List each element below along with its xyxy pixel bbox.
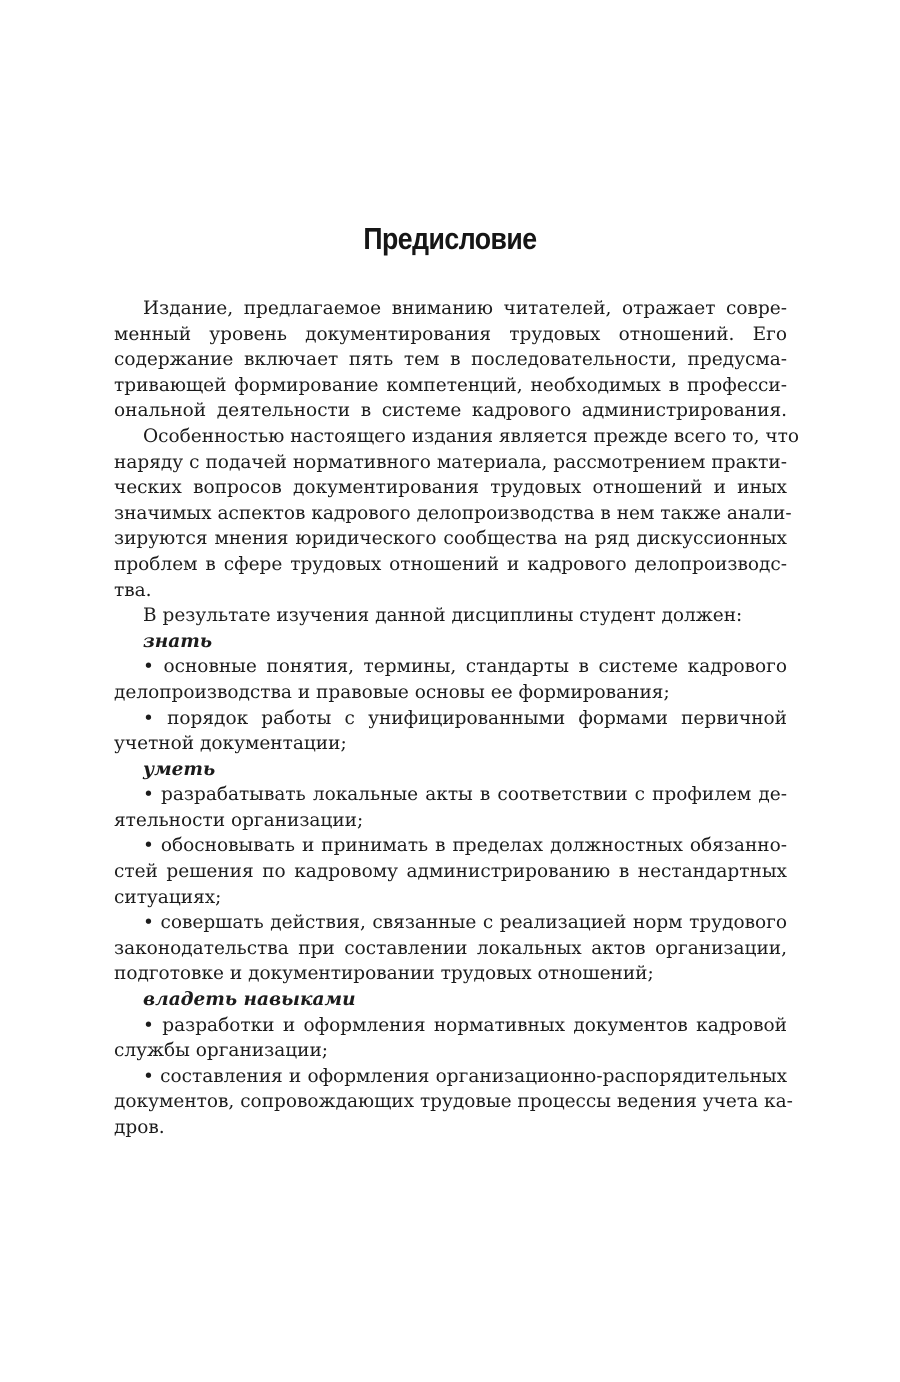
competency-heading: уметь (143, 758, 216, 780)
text-line: зируются мнения юридического сообщества на ряд дискуссионных (114, 528, 787, 550)
text-line: Особенностью настоящего издания является прежде всего то, что (143, 425, 800, 447)
competency-heading: владеть навыками (143, 989, 356, 1011)
list-item (114, 1013, 787, 1064)
text-line: Издание, предлагаемое вниманию читателей, отражает совре- (143, 298, 787, 319)
competency-heading: знать (143, 630, 213, 652)
text-line: • порядок работы с унифицированными формами первичной (143, 707, 787, 729)
text-line: • разрабатывать локальные акты в соответствии с профилем де- (143, 784, 787, 806)
list-item (114, 1064, 793, 1141)
text-line: • составления и оформления организационно-распорядительных (143, 1065, 787, 1087)
competency-block (114, 987, 793, 1141)
page-title: Предисловие (363, 221, 537, 256)
list-item (114, 654, 787, 705)
text-line: ональной деятельности в системе кадрового администрирования. (114, 400, 787, 422)
text-line: тривающей формирование компетенций, необходимых в професси- (114, 374, 787, 396)
text-line: • обосновывать и принимать в пределах должностных обязанно- (143, 835, 787, 857)
paragraph (114, 603, 787, 629)
text-line: • совершать действия, связанные с реализацией норм трудового (143, 912, 787, 934)
text-line: документов, сопровождающих трудовые процессы ведения учета ка- (114, 1091, 793, 1113)
text-line: • разработки и оформления нормативных документов кадровой (143, 1014, 787, 1036)
text-line: подготовке и документировании трудовых отношений; (114, 963, 654, 985)
text-line: тва. (114, 579, 152, 601)
text-line: В результате изучения данной дисциплины студент должен: (143, 605, 743, 627)
competency-block (114, 629, 787, 757)
text-line: менный уровень документирования трудовых отношений. Его (114, 323, 787, 345)
list-item (114, 706, 787, 757)
text-line: наряду с подачей нормативного материала, рассмотрением практи- (114, 451, 787, 473)
list-item (114, 910, 787, 987)
text-line: законодательства при составлении локальных актов организации, (114, 937, 787, 959)
text-line: учетной документации; (114, 733, 347, 755)
text-line: ситуациях; (114, 886, 222, 908)
paragraph (114, 296, 787, 424)
text-line: делопроизводства и правовые основы ее формирования; (114, 681, 670, 703)
competency-block (114, 757, 787, 987)
text-line: ятельности организации; (114, 809, 364, 831)
preface-body (114, 296, 800, 1141)
text-line: значимых аспектов кадрового делопроизводства в нем также анали- (114, 502, 792, 524)
list-item (114, 833, 787, 910)
paragraph (114, 424, 800, 603)
text-line: стей решения по кадровому администрированию в нестандартных (114, 861, 787, 883)
text-line: ческих вопросов документирования трудовых отношений и иных (114, 477, 787, 499)
text-line: содержание включает пять тем в последовательности, предусма- (114, 349, 787, 371)
text-line: • основные понятия, термины, стандарты в системе кадрового (143, 656, 787, 678)
text-line: службы организации; (114, 1040, 329, 1062)
list-item (114, 782, 787, 833)
text-line: проблем в сфере трудовых отношений и кадрового делопроизводс- (114, 553, 787, 575)
text-line: дров. (114, 1117, 165, 1138)
